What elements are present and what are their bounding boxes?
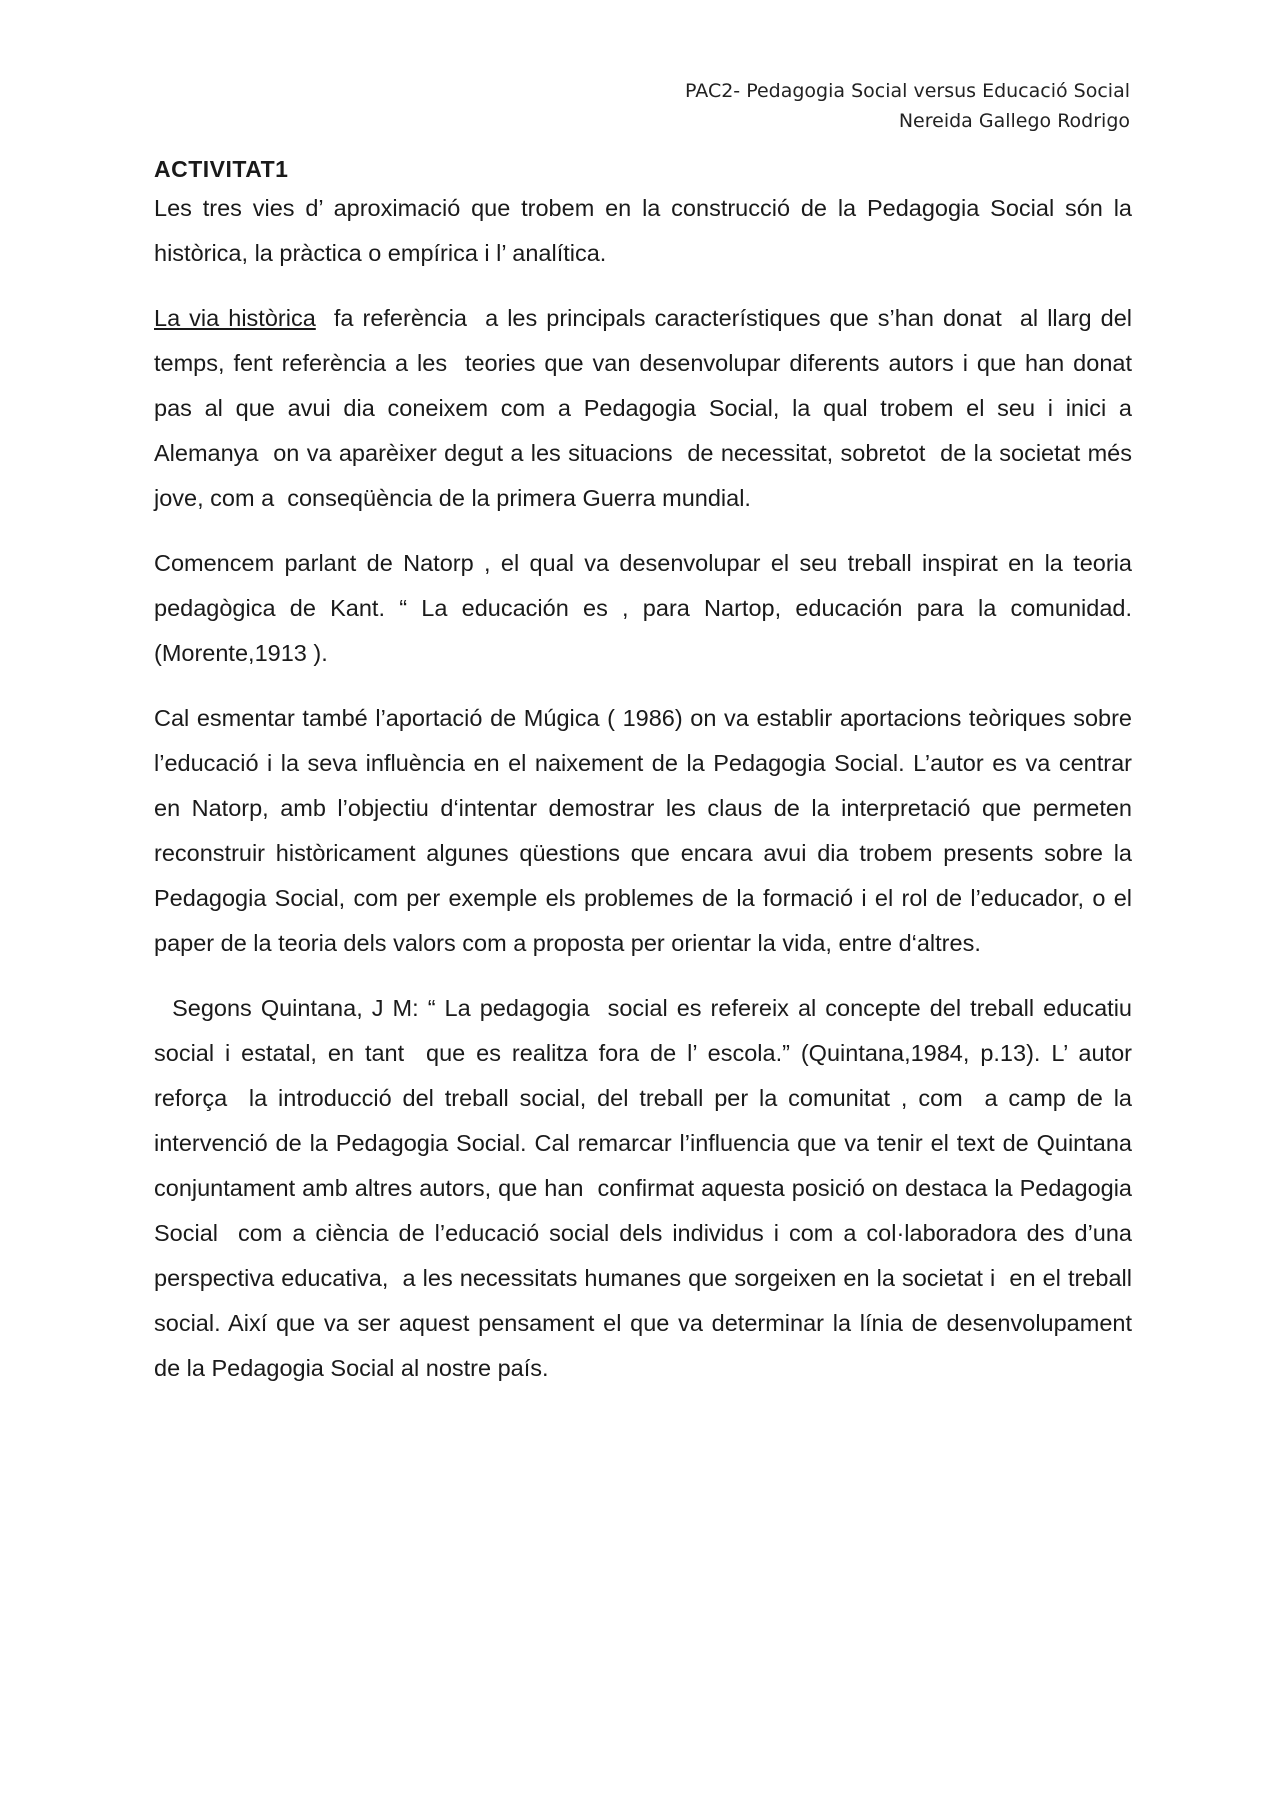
paragraph-quintana: Segons Quintana, J M: “ La pedagogia social es refereix al concepte del treball educatiu social i estatal, en tant que es realitza fora de l’ escola.” (Quintana,1984, p.13). L’ autor reforça la introducció del treball social, del treball per la comunitat , com a camp de la intervenció de la Pedagogia Social. Cal remarcar l’influencia que va tenir el text de Quintana conjuntament amb altres autors, que han confirmat aquesta posició on destaca la Pedagogia Social com a ciència de l’educació social dels individus i com a col·laboradora des d’una perspectiva educativa, a les necessitats humanes que sorgeixen en la societat i en el treball social. Així que va ser aquest pensament el que va determinar la línia de desenvolupament de la Pedagogia Social al nostre país. (154, 995, 1139, 1381)
header-author: Nereida Gallego Rodrigo (898, 110, 1130, 132)
paragraph-via-historica (154, 296, 1139, 521)
document-body (154, 152, 1139, 1411)
paragraph-natorp: Comencem parlant de Natorp , el qual va desenvolupar el seu treball inspirat en la teoria pedagògica de Kant. “ La educación es , para Nartop, educación para la comunidad.(Morente,1913 ). (154, 550, 1132, 666)
paragraph-mugica: Cal esmentar també l’aportació de Múgica ( 1986) on va establir aportacions teòriques sobre l’educació i la seva influència en el naixement de la Pedagogia Social. L’autor es va centrar en Natorp, amb l’objectiu d‘intentar demostrar les claus de la interpretació que permeten reconstruir històricament algunes qüestions que encara avui dia trobem presents sobre la Pedagogia Social, com per exemple els problemes de la formació i el rol de l’educador, o el paper de la teoria dels valors com a proposta per orientar la vida, entre d‘altres. (154, 705, 1132, 956)
header-title: PAC2- Pedagogia Social versus Educació Social (685, 80, 1130, 102)
underlined-term: La via històrica (154, 305, 316, 331)
paragraph-intro: Les tres vies d’ aproximació que trobem en la construcció de la Pedagogia Social són la històrica, la pràctica o empírica i l’ analítica. (154, 195, 1132, 266)
page-header (685, 76, 1130, 136)
paragraph-text: fa referència a les principals característiques que s’han donat al llarg del temps, fent referència a les teories que van desenvolupar diferents autors i que han donat pas al que avui dia coneixem com a Pedagogia Social, la qual trobem el seu i inici a Alemanya on va aparèixer degut a les situacions de necessitat, sobretot de la societat més jove, com a conseqüència de la primera Guerra mundial. (154, 305, 1139, 511)
section-heading: ACTIVITAT1 (154, 156, 289, 182)
